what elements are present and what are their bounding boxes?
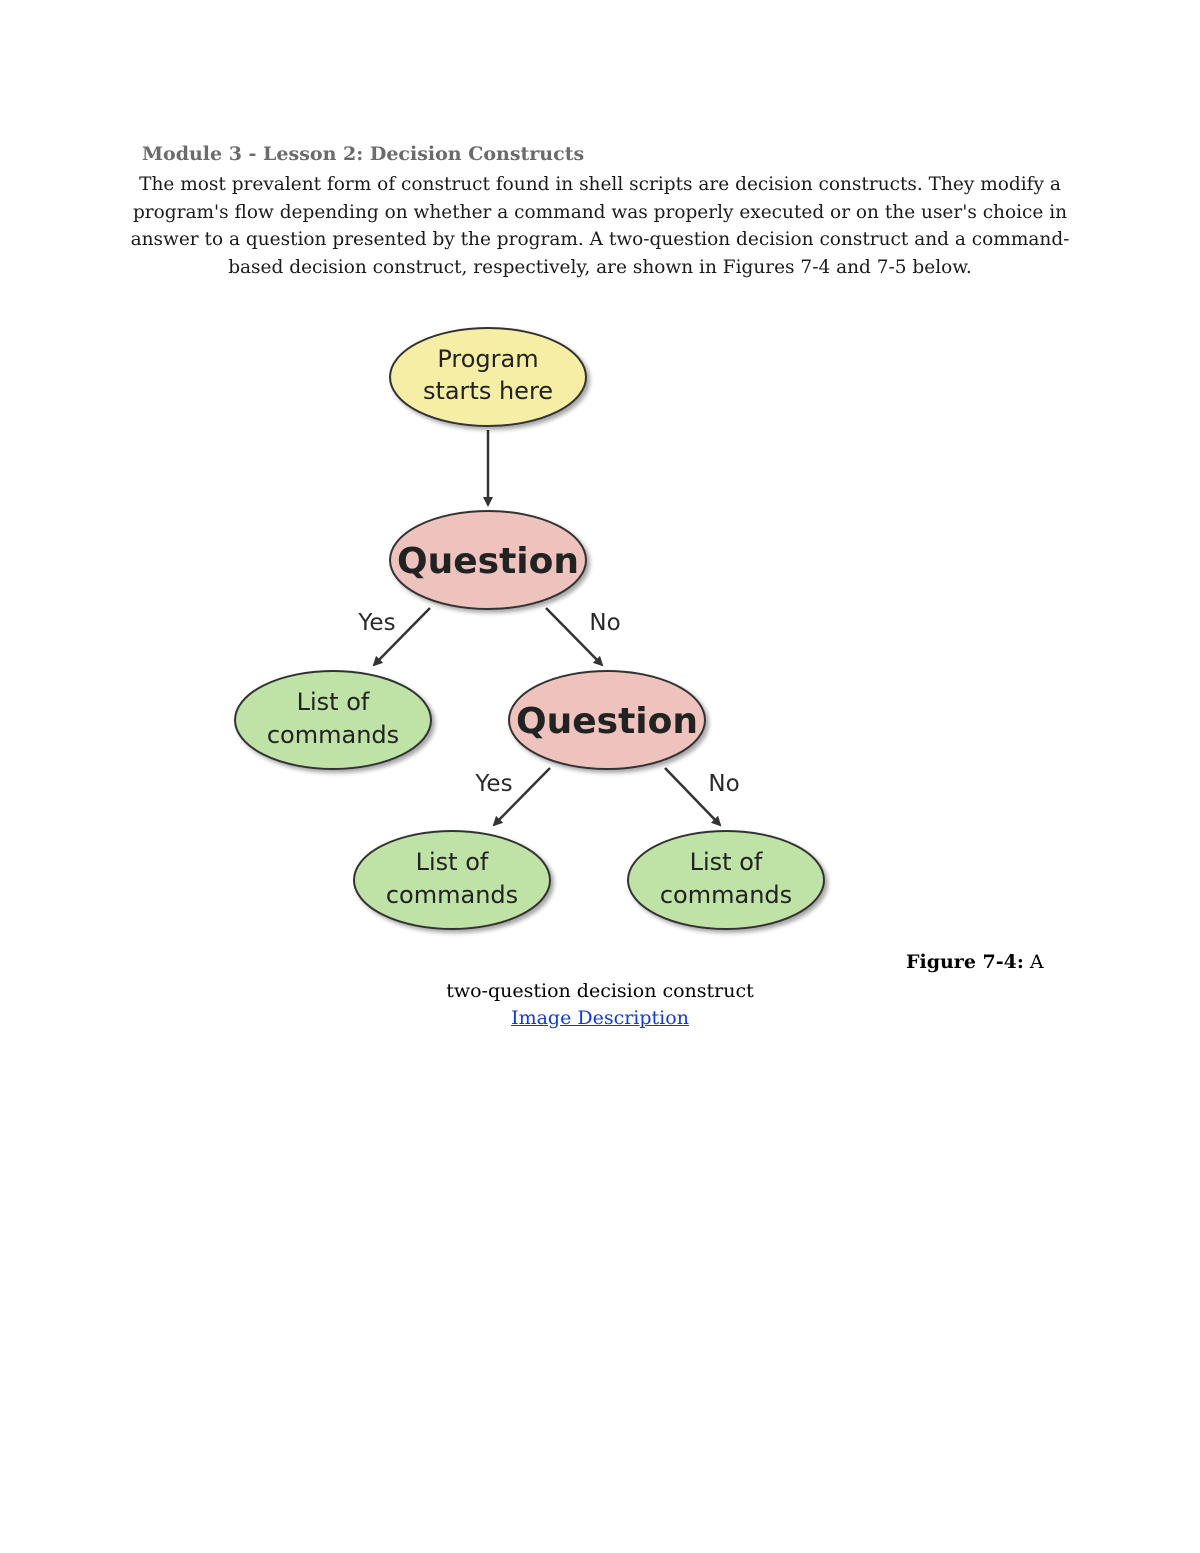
commands-node-bottom-left-line2: commands — [385, 881, 519, 909]
start-node — [390, 328, 586, 426]
question2-yes-label: Yes — [475, 771, 513, 797]
image-description-link[interactable]: Image Description — [511, 1007, 689, 1029]
commands-node-bottom-left-line1: List of — [415, 848, 489, 876]
figure-caption-start: A — [1029, 951, 1044, 973]
question-node-1 — [390, 511, 586, 609]
commands-node-bottom-right — [628, 831, 824, 929]
figure-caption-line2: two-question decision construct — [446, 980, 754, 1002]
figure-label: Figure 7-4: — [906, 951, 1024, 973]
commands-node-left-line1: List of — [296, 688, 370, 716]
start-node-line2: starts here — [422, 377, 554, 405]
commands-node-left-shape — [235, 671, 431, 769]
commands-node-bottom-right-line1: List of — [689, 848, 763, 876]
question-node-1-label: Question — [397, 541, 579, 582]
commands-node-bottom-left-shape — [354, 831, 550, 929]
lesson-heading: Module 3 - Lesson 2: Decision Constructs — [142, 143, 585, 165]
question-node-2 — [509, 671, 705, 769]
start-node-line1: Program — [437, 345, 539, 373]
commands-node-left — [235, 671, 431, 769]
commands-node-bottom-left — [354, 831, 550, 929]
figure-caption-line1 — [906, 951, 1044, 973]
commands-node-left-line2: commands — [266, 721, 400, 749]
question1-no-label: No — [589, 610, 621, 636]
commands-node-bottom-right-line2: commands — [659, 881, 793, 909]
question1-yes-label: Yes — [358, 610, 396, 636]
question2-no-label: No — [708, 771, 740, 797]
image-description-row — [0, 1007, 1200, 1029]
decision-construct-diagram — [230, 325, 840, 945]
question-node-2-label: Question — [516, 701, 698, 742]
intro-paragraph: The most prevalent form of construct found in shell scripts are decision constructs. They modify a program's flow depending on whether a command was properly executed or on the user's choice in answer to a question presented by the program. A two-question decision construct and a command-based decision construct, respectively, are shown in Figures 7-4 and 7-5 below. — [130, 174, 1070, 278]
commands-node-bottom-right-shape — [628, 831, 824, 929]
